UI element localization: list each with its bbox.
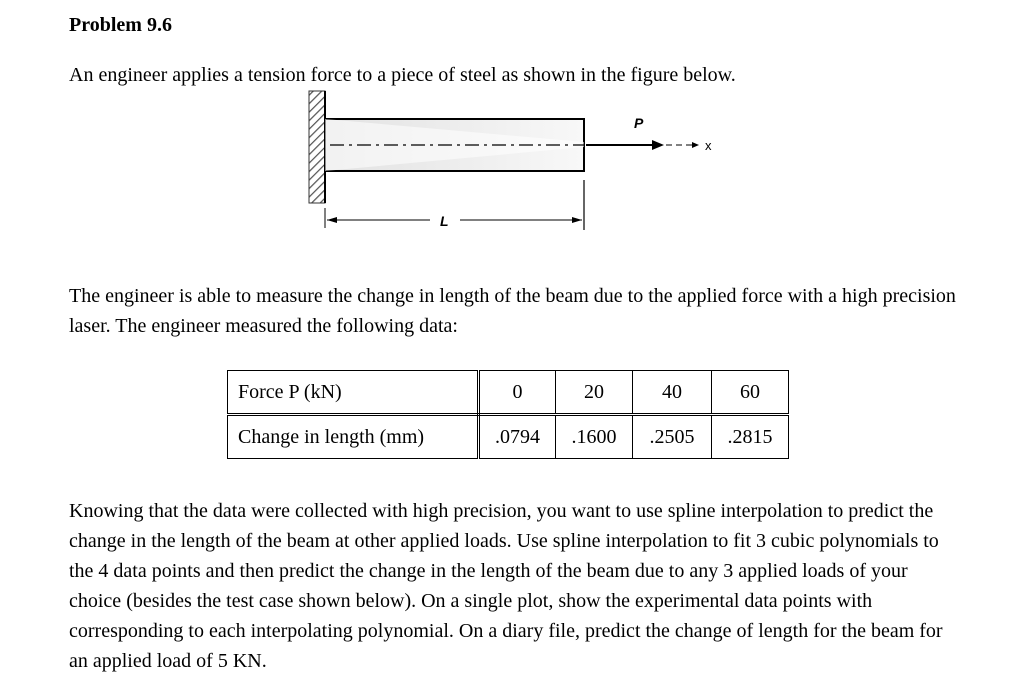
- force-row-label: Force P (kN): [228, 371, 479, 415]
- beam-diagram: [290, 88, 740, 243]
- length-change-value: .0794: [479, 415, 556, 459]
- force-value: 0: [479, 371, 556, 415]
- force-value: 40: [633, 371, 712, 415]
- length-change-row-label: Change in length (mm): [228, 415, 479, 459]
- intro-paragraph: An engineer applies a tension force to a piece of steel as shown in the figure below.: [69, 64, 736, 86]
- force-row: [228, 371, 789, 415]
- length-change-value: .2505: [633, 415, 712, 459]
- beam-figure: [290, 88, 740, 243]
- wall-support: [309, 91, 325, 203]
- length-change-row: [228, 415, 789, 459]
- problem-title: Problem 9.6: [69, 14, 172, 36]
- task-paragraph: Knowing that the data were collected with high precision, you want to use spline interpolation to predict the change in the length of the beam at other applied loads. Use spline interpolation to fit 3 cubic polynomials to the 4 data points and then predict the change in the length of the beam due to any 3 applied loads of your choice (besides the test case shown below). On a single plot, show the experimental data points with corresponding to each interpolating polynomial. On a diary file, predict the change of length for the beam for an applied load of 5 KN.: [69, 500, 943, 672]
- force-value: 60: [712, 371, 789, 415]
- force-value: 20: [556, 371, 633, 415]
- measurement-paragraph: The engineer is able to measure the change in length of the beam due to the applied force with a high precision laser. The engineer measured the following data:: [69, 285, 956, 337]
- force-arrow: [586, 140, 664, 150]
- length-change-value: .1600: [556, 415, 633, 459]
- x-axis-arrow: [666, 142, 699, 148]
- length-label: L: [440, 213, 449, 229]
- length-dimension: [325, 180, 584, 230]
- force-label: P: [634, 115, 644, 131]
- x-axis-label: x: [705, 138, 712, 153]
- length-change-value: .2815: [712, 415, 789, 459]
- data-table: [227, 370, 789, 459]
